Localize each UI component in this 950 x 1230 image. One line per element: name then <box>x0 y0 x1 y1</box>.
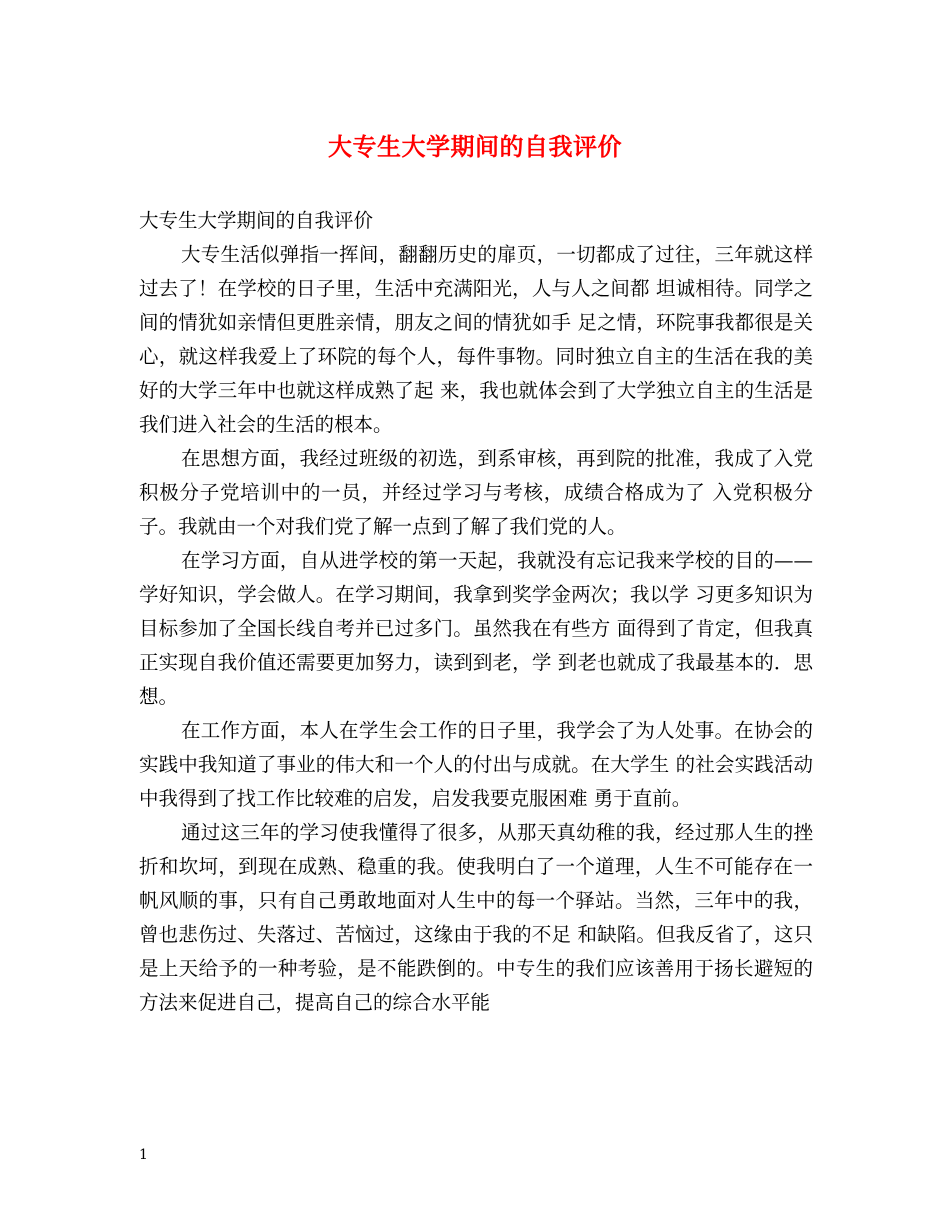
paragraph-study: 在学习方面，自从进学校的第一天起，我就没有忘记我来学校的目的——学好知识，学会做人。在学习期间，我拿到奖学金两次；我以学 习更多知识为目标参加了全国长线自考并已过多门。虽然我在有些方 面得到了肯定，但我真正实现自我价值还需要更加努力，读到到老，学 到老也就成了我最基本的．思想。 <box>139 549 813 708</box>
paragraph-work: 在工作方面，本人在学生会工作的日子里，我学会了为人处事。在协会的实践中我知道了事业的伟大和一个人的付出与成就。在大学生 的社会实践活动中我得到了找工作比较难的启发，启发我要克服困难 勇于直前。 <box>139 719 813 810</box>
paragraph-thought: 在思想方面，我经过班级的初选，到系审核，再到院的批准，我成了入党积极分子党培训中的一员，并经过学习与考核，成绩合格成为了 入党积极分子。我就由一个对我们党了解一点到了解了我们党的人。 <box>139 447 813 538</box>
document-body <box>139 204 813 1020</box>
paragraph-intro: 大专生活似弹指一挥间，翻翻历史的扉页，一切都成了过往，三年就这样过去了！在学校的日子里，生活中充满阳光，人与人之间都 坦诚相待。同学之间的情犹如亲情但更胜亲情，朋友之间的情犹如手 足之情，环院事我都很是关心，就这样我爱上了环院的每个人，每件事物。同时独立自主的生活在我的美好的大学三年中也就这样成熟了起 来，我也就体会到了大学独立自主的生活是我们进入社会的生活的根本。 <box>139 243 813 436</box>
page-number: 1 <box>139 1147 148 1163</box>
paragraph-growth: 通过这三年的学习使我懂得了很多，从那天真幼稚的我，经过那人生的挫折和坎坷，到现在成熟、稳重的我。使我明白了一个道理，人生不可能存在一帆风顺的事，只有自己勇敢地面对人生中的每一个驿站。当然，三年中的我，曾也悲伤过、失落过、苦恼过，这缘由于我的不足 和缺陷。但我反省了，这只是上天给予的一种考验，是不能跌倒的。中专生的我们应该善用于扬长避短的方法来促进自己，提高自己的综合水平能 <box>139 821 813 1014</box>
document-title: 大专生大学期间的自我评价 <box>328 132 622 161</box>
document-subheading: 大专生大学期间的自我评价 <box>139 209 374 232</box>
